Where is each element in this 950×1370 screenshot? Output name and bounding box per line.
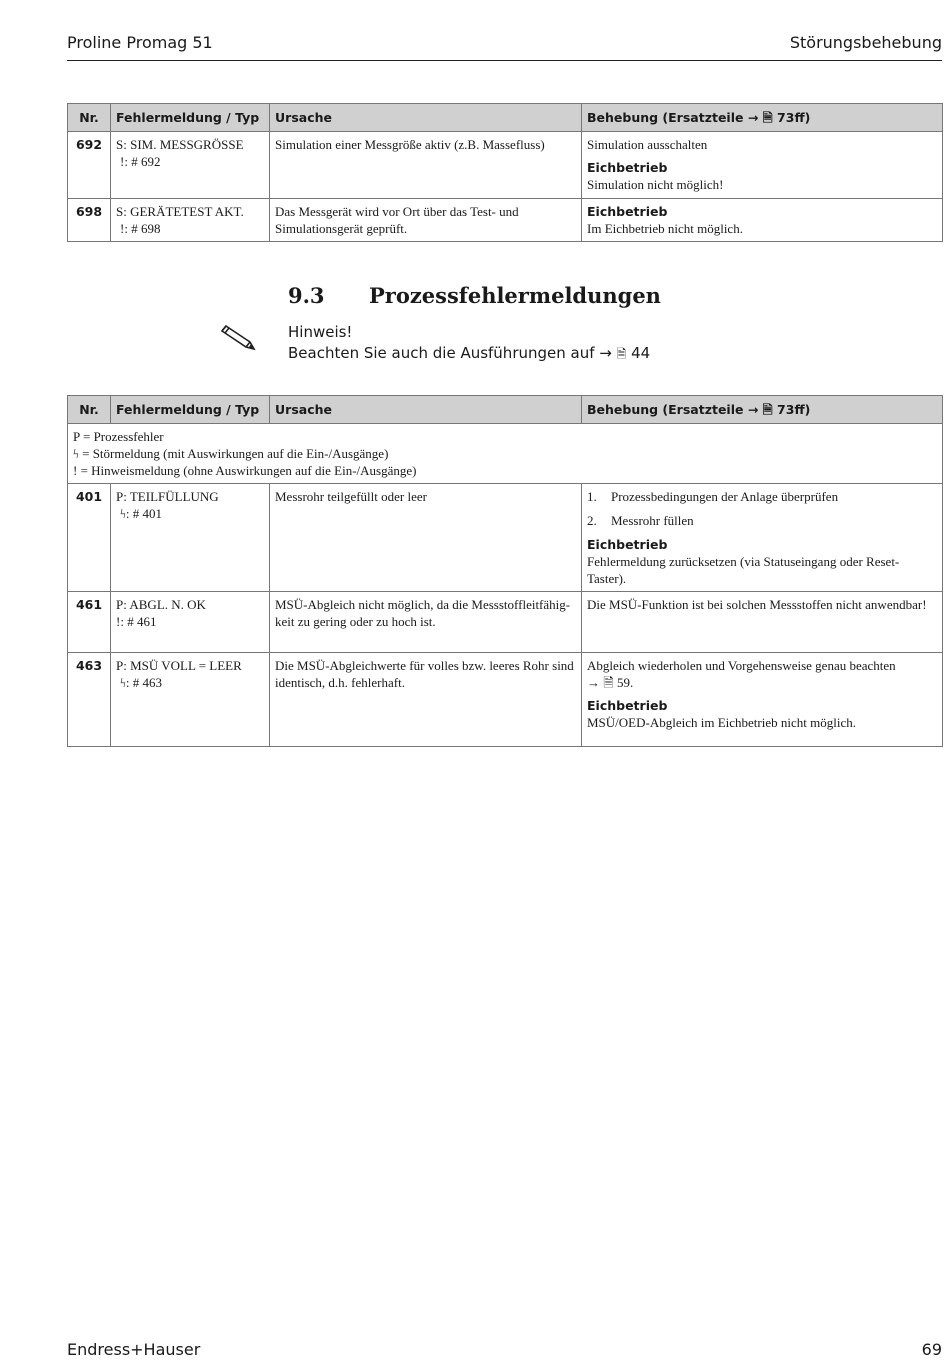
step-text: Prozessbedingungen der Anlage überprüfen: [611, 489, 839, 504]
eichbetrieb-text-line: Fehlermeldung zurücksetzen (via Statuseingang oder Reset-: [587, 554, 900, 569]
legend-row: [68, 424, 943, 484]
section-heading: [288, 283, 661, 308]
error-cause: [270, 592, 582, 653]
error-message: [111, 592, 270, 653]
eichbetrieb-heading: Eichbetrieb: [587, 204, 668, 219]
legend-process-error: P = Prozessfehler: [73, 429, 164, 444]
error-remedy: Die MSÜ-Funktion ist bei solchen Messstoffen nicht anwendbar!: [582, 592, 943, 653]
error-number: 698: [68, 199, 111, 242]
error-cause-line: identisch, d.h. fehlerhaft.: [275, 675, 405, 690]
legend-fault-message: ϟ = Störmeldung (mit Auswirkungen auf die Ein-/Ausgänge): [73, 446, 389, 461]
remedy-step: [587, 488, 937, 505]
col-header-nr: Nr.: [68, 396, 111, 424]
error-message: [111, 132, 270, 199]
error-number: 463: [68, 653, 111, 747]
error-cause: [270, 199, 582, 242]
error-cause-line: MSÜ-Abgleich nicht möglich, da die Messstoffleitfähig-: [275, 597, 571, 612]
note-block: [288, 322, 650, 365]
remedy-page-link[interactable]: → 🗎 59.: [587, 675, 634, 690]
section-number: 9.3: [288, 283, 325, 308]
error-code: !: # 698: [120, 221, 161, 236]
error-message: [111, 484, 270, 592]
error-message-text: S: SIM. MESSGRÖSSE: [116, 137, 244, 152]
col-header-behebung: Behebung (Ersatzteile → 🗎 73ff): [582, 104, 943, 132]
error-message: [111, 653, 270, 747]
col-header-ursache: Ursache: [270, 104, 582, 132]
footer-company: Endress+Hauser: [67, 1340, 201, 1359]
eichbetrieb-text-line: Taster).: [587, 571, 627, 586]
error-table-system: [67, 103, 943, 242]
step-number: 2.: [587, 513, 597, 528]
error-message-text: P: ABGL. N. OK: [116, 597, 206, 612]
table-row: [68, 132, 943, 199]
error-message-text: P: MSÜ VOLL = LEER: [116, 658, 242, 673]
eichbetrieb-text: MSÜ/OED-Abgleich im Eichbetrieb nicht möglich.: [587, 715, 856, 730]
error-cause: [270, 653, 582, 747]
header-rule: [67, 60, 942, 61]
error-table-process: [67, 395, 943, 747]
legend-cell: [68, 424, 943, 484]
col-header-fehlermeldung: Fehlermeldung / Typ: [111, 396, 270, 424]
table-row: [68, 592, 943, 653]
eichbetrieb-text: Im Eichbetrieb nicht möglich.: [587, 221, 743, 236]
error-number: 461: [68, 592, 111, 653]
section-title: Prozessfehlermeldungen: [369, 283, 661, 308]
error-cause: Simulation einer Messgröße aktiv (z.B. Massefluss): [270, 132, 582, 199]
table-row: [68, 199, 943, 242]
col-header-behebung: Behebung (Ersatzteile → 🗎 73ff): [582, 396, 943, 424]
col-header-ursache: Ursache: [270, 396, 582, 424]
pencil-icon: [220, 320, 260, 352]
eichbetrieb-text: Simulation nicht möglich!: [587, 177, 724, 192]
page-reference-icon: 🗎: [616, 347, 627, 361]
page-number: 69: [921, 1340, 942, 1359]
error-code: !: # 692: [120, 154, 161, 169]
error-message: [111, 199, 270, 242]
error-number: 692: [68, 132, 111, 199]
eichbetrieb-heading: Eichbetrieb: [587, 698, 668, 713]
header-section: Störungsbehebung: [789, 33, 942, 52]
error-remedy: [582, 132, 943, 199]
note-title: Hinweis!: [288, 323, 353, 341]
step-text: Messrohr füllen: [611, 513, 694, 528]
table-header-row: [68, 396, 943, 424]
error-cause-line: keit zu gering oder zu hoch ist.: [275, 614, 436, 629]
header-title: Proline Promag 51: [67, 33, 213, 52]
table-row: [68, 484, 943, 592]
note-text: [288, 343, 650, 365]
error-code: ϟ: # 401: [120, 506, 162, 521]
error-code: !: # 461: [116, 614, 157, 629]
error-code: ϟ: # 463: [120, 675, 162, 690]
error-cause-line: Die MSÜ-Abgleichwerte für volles bzw. leeres Rohr sind: [275, 658, 574, 673]
error-message-text: P: TEILFÜLLUNG: [116, 489, 219, 504]
error-number: 401: [68, 484, 111, 592]
error-remedy: [582, 199, 943, 242]
eichbetrieb-heading: Eichbetrieb: [587, 160, 668, 175]
error-cause: Messrohr teilgefüllt oder leer: [270, 484, 582, 592]
note-text-body: Beachten Sie auch die Ausführungen auf →: [288, 344, 612, 362]
remedy-text: Simulation ausschalten: [587, 137, 708, 152]
error-message-text: S: GERÄTETEST AKT.: [116, 204, 244, 219]
note-page-link[interactable]: 44: [631, 344, 651, 362]
legend-notice-message: ! = Hinweismeldung (ohne Auswirkungen auf die Ein-/Ausgänge): [73, 463, 417, 478]
error-remedy: [582, 653, 943, 747]
eichbetrieb-heading: Eichbetrieb: [587, 537, 668, 552]
error-remedy: [582, 484, 943, 592]
col-header-fehlermeldung: Fehlermeldung / Typ: [111, 104, 270, 132]
error-cause-line: Simulationsgerät geprüft.: [275, 221, 408, 236]
step-number: 1.: [587, 489, 597, 504]
remedy-text-line: Abgleich wiederholen und Vorgehensweise genau beachten: [587, 658, 896, 673]
remedy-step: [587, 512, 937, 529]
table-row: [68, 653, 943, 747]
error-cause-line: Das Messgerät wird vor Ort über das Test- und: [275, 204, 519, 219]
col-header-nr: Nr.: [68, 104, 111, 132]
table-header-row: [68, 104, 943, 132]
